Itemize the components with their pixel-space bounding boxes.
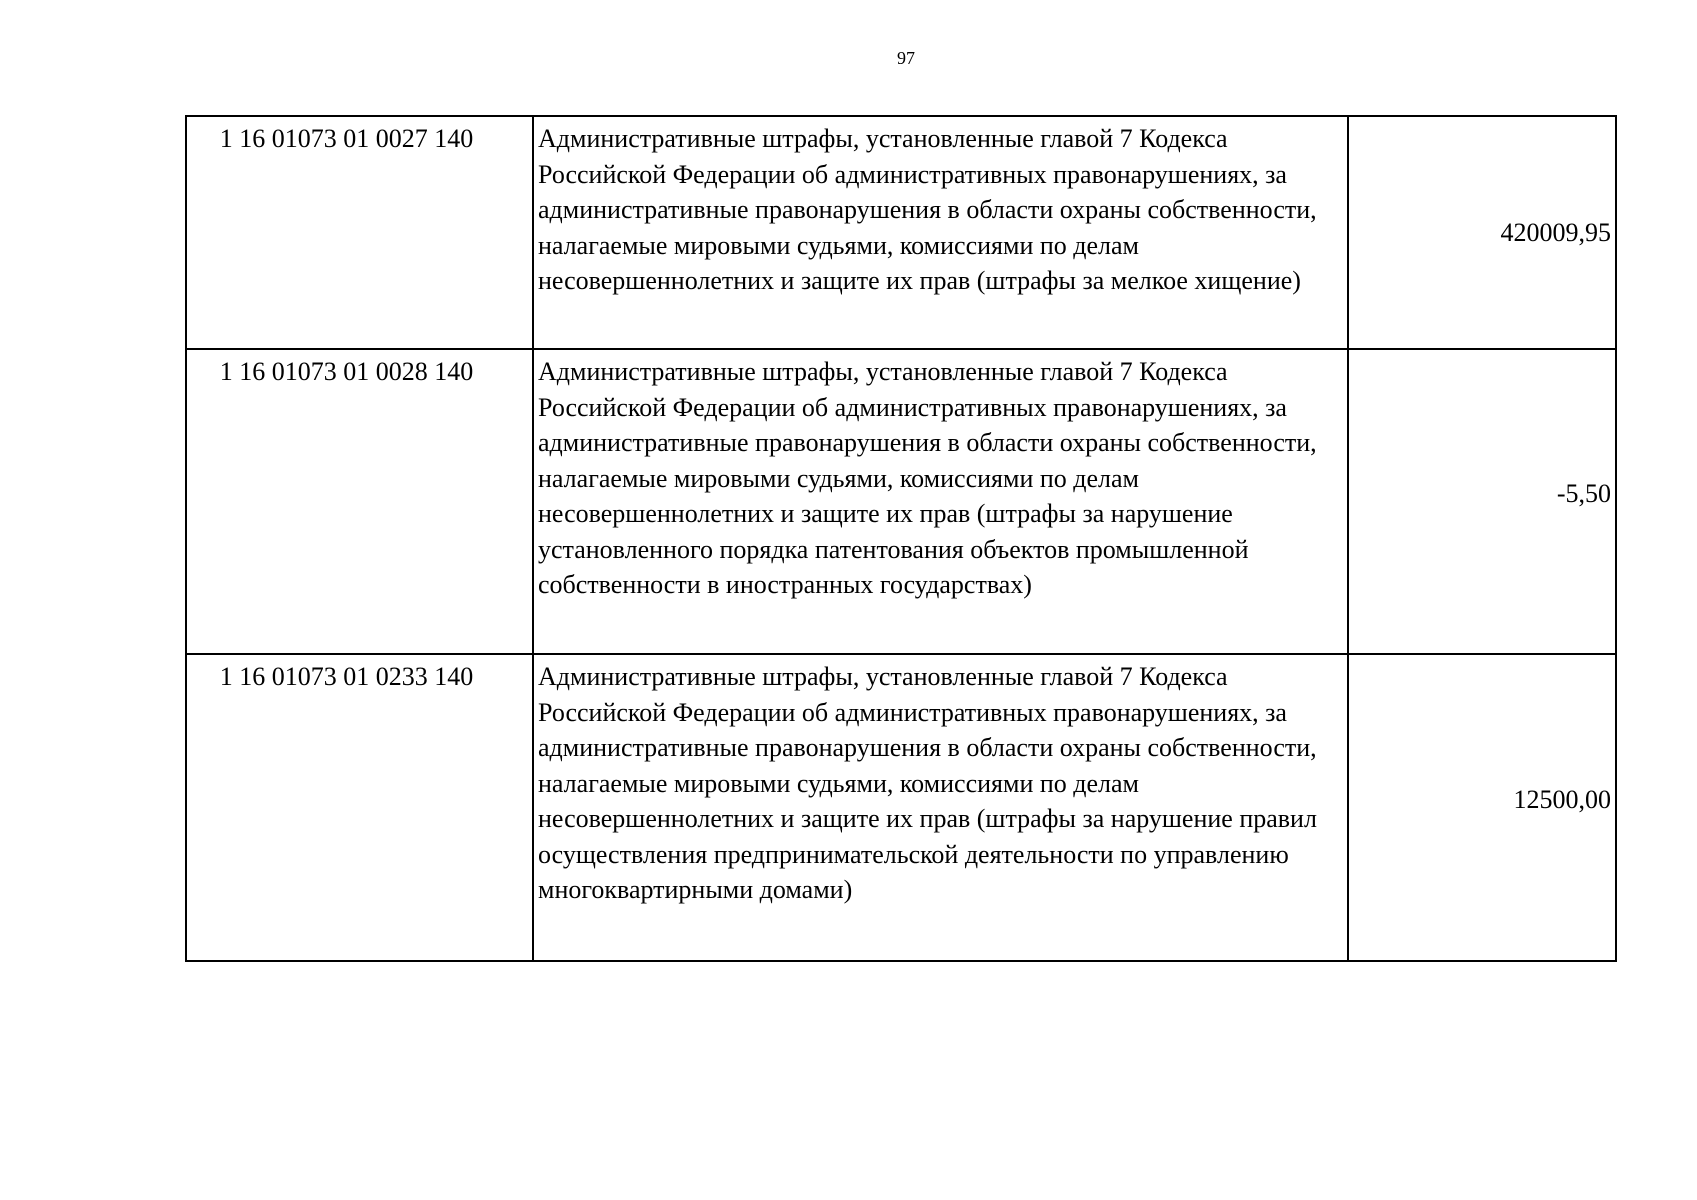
page-number: 97 — [897, 48, 915, 68]
amount-cell: 420009,95 — [1348, 116, 1616, 349]
table-row — [186, 349, 1616, 654]
description-cell: Административные штрафы, установленные главой 7 Кодекса Российской Федерации об административных правонарушениях, за административные правонарушения в области охраны собственности, налагаемые мировыми судьями, комиссиями по делам несовершеннолетних и защите их прав (штрафы за нарушение установленного порядка патентования объектов промышленной собственности в иностранных государствах) — [533, 349, 1348, 654]
table-row — [186, 116, 1616, 349]
budget-code-cell: 1 16 01073 01 0028 140 — [186, 349, 533, 654]
budget-code-cell: 1 16 01073 01 0233 140 — [186, 654, 533, 961]
description-cell: Административные штрафы, установленные главой 7 Кодекса Российской Федерации об административных правонарушениях, за административные правонарушения в области охраны собственности, налагаемые мировыми судьями, комиссиями по делам несовершеннолетних и защите их прав (штрафы за мелкое хищение) — [533, 116, 1348, 349]
revenue-table — [185, 115, 1617, 962]
amount-cell: 12500,00 — [1348, 654, 1616, 961]
description-cell: Административные штрафы, установленные главой 7 Кодекса Российской Федерации об административных правонарушениях, за административные правонарушения в области охраны собственности, налагаемые мировыми судьями, комиссиями по делам несовершеннолетних и защите их прав (штрафы за нарушение правил осуществления предпринимательской деятельности по управлению многоквартирными домами) — [533, 654, 1348, 961]
amount-cell: -5,50 — [1348, 349, 1616, 654]
budget-code-cell: 1 16 01073 01 0027 140 — [186, 116, 533, 349]
table-row — [186, 654, 1616, 961]
